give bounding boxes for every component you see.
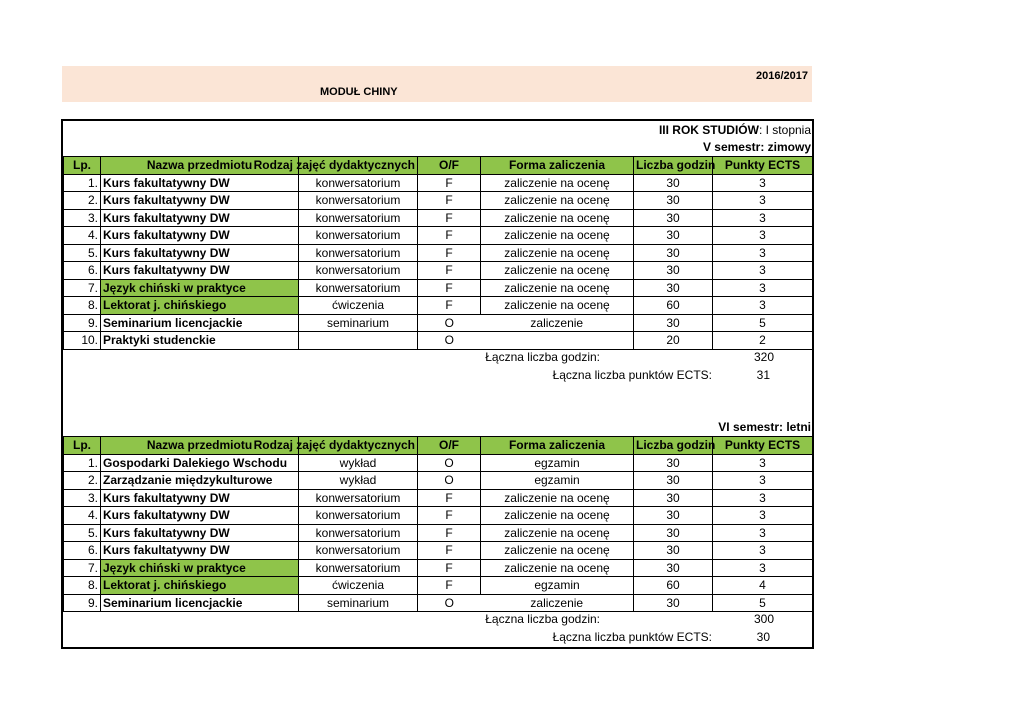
table-row [64, 472, 813, 490]
ects-cell: 4 [713, 577, 813, 595]
hours-cell: 30 [634, 524, 713, 542]
assessment-cell: zaliczenie na ocenę [481, 279, 634, 297]
semester2-table [63, 436, 813, 612]
lp-cell: 4. [64, 227, 101, 245]
ects-cell: 3 [713, 454, 813, 472]
of-cell: F [418, 174, 481, 192]
semester2-title: VI semestr: letni [718, 420, 811, 434]
class-type-header: Rodzaj zajęć dydaktycznych [299, 157, 418, 175]
of-cell: F [418, 507, 481, 525]
of-cell: O [418, 454, 481, 472]
class-type-cell: seminarium [299, 594, 418, 612]
hours-cell: 30 [634, 559, 713, 577]
class-type-cell: ćwiczenia [299, 577, 418, 595]
hours-cell: 30 [634, 489, 713, 507]
assessment-cell: zaliczenie na ocenę [481, 262, 634, 280]
hours-cell: 30 [634, 192, 713, 210]
ects-cell: 3 [713, 524, 813, 542]
subject-name-cell: Kurs fakultatywny DW [101, 209, 299, 227]
assessment-cell: zaliczenie na ocenę [481, 489, 634, 507]
lp-cell: 8. [64, 577, 101, 595]
table-row [64, 332, 813, 350]
semester2-total-hours-label: Łączna liczba godzin: [485, 612, 600, 626]
of-cell: F [418, 244, 481, 262]
hours-cell: 30 [634, 227, 713, 245]
lp-cell: 5. [64, 244, 101, 262]
academic-year: 2016/2017 [756, 70, 808, 82]
hours-cell: 30 [634, 472, 713, 490]
of-cell: F [418, 559, 481, 577]
assessment-cell: zaliczenie na ocenę [481, 174, 634, 192]
ects-cell: 3 [713, 174, 813, 192]
of-cell: O [418, 314, 481, 332]
subject-name-cell: Seminarium licencjackie [101, 314, 299, 332]
lp-cell: 10. [64, 332, 101, 350]
table-row [64, 454, 813, 472]
lp-cell: 1. [64, 454, 101, 472]
lp-cell: 3. [64, 209, 101, 227]
class-type-cell: konwersatorium [299, 262, 418, 280]
assessment-cell: zaliczenie na ocenę [481, 297, 634, 315]
table-row [64, 209, 813, 227]
table-row [64, 174, 813, 192]
subject-name-cell: Kurs fakultatywny DW [101, 174, 299, 192]
hours-cell: 30 [634, 454, 713, 472]
table-row [64, 279, 813, 297]
ects-cell: 3 [713, 209, 813, 227]
class-type-cell: konwersatorium [299, 489, 418, 507]
assessment-cell: egzamin [481, 472, 634, 490]
lp-cell: 6. [64, 542, 101, 560]
module-title: MODUŁ CHINY [320, 86, 398, 98]
assessment-cell: zaliczenie [481, 594, 634, 612]
ects-header: Punkty ECTS [713, 437, 813, 455]
ects-cell: 3 [713, 279, 813, 297]
class-type-cell: wykład [299, 472, 418, 490]
table-row [64, 559, 813, 577]
of-cell: F [418, 542, 481, 560]
lp-cell: 6. [64, 262, 101, 280]
hours-header: Liczba godzin [634, 157, 713, 175]
class-type-cell: konwersatorium [299, 174, 418, 192]
hours-cell: 60 [634, 577, 713, 595]
class-type-header: Rodzaj zajęć dydaktycznych [299, 437, 418, 455]
semester1-total-ects-label: Łączna liczba punktów ECTS: [552, 368, 712, 382]
assessment-cell: egzamin [481, 454, 634, 472]
of-cell: F [418, 279, 481, 297]
hours-cell: 60 [634, 297, 713, 315]
assessment-cell: zaliczenie na ocenę [481, 524, 634, 542]
lp-cell: 7. [64, 279, 101, 297]
hours-cell: 30 [634, 594, 713, 612]
assessment-cell: egzamin [481, 577, 634, 595]
of-header: O/F [418, 437, 481, 455]
semester1-total-ects: 31 [756, 368, 770, 382]
of-cell: F [418, 192, 481, 210]
class-type-cell: wykład [299, 454, 418, 472]
table-row [64, 227, 813, 245]
semester1-total-hours-label: Łączna liczba godzin: [485, 350, 600, 364]
subject-name-cell: Lektorat j. chińskiego [101, 577, 299, 595]
class-type-cell: konwersatorium [299, 209, 418, 227]
lp-cell: 4. [64, 507, 101, 525]
lp-cell: 9. [64, 594, 101, 612]
table-row [64, 542, 813, 560]
class-type-cell: konwersatorium [299, 279, 418, 297]
subject-name-cell: Kurs fakultatywny DW [101, 489, 299, 507]
assessment-cell: zaliczenie na ocenę [481, 559, 634, 577]
hours-cell: 30 [634, 507, 713, 525]
table-row [64, 244, 813, 262]
hours-cell: 30 [634, 542, 713, 560]
table-row [64, 507, 813, 525]
of-cell: O [418, 472, 481, 490]
hours-cell: 30 [634, 209, 713, 227]
assessment-cell: zaliczenie [481, 314, 634, 332]
assessment-cell [481, 332, 634, 350]
ects-cell: 3 [713, 489, 813, 507]
assessment-cell: zaliczenie na ocenę [481, 244, 634, 262]
year-info [659, 123, 811, 137]
subject-name-header: Nazwa przedmiotu [101, 437, 299, 455]
of-cell: F [418, 262, 481, 280]
lp-cell: 2. [64, 472, 101, 490]
semester1-total-hours: 320 [753, 350, 774, 364]
year-label: III ROK STUDIÓW [658, 123, 759, 137]
assessment-cell: zaliczenie na ocenę [481, 227, 634, 245]
lp-header: Lp. [64, 437, 101, 455]
subject-name-cell: Kurs fakultatywny DW [101, 227, 299, 245]
hours-cell: 30 [634, 314, 713, 332]
class-type-cell: seminarium [299, 314, 418, 332]
assessment-cell: zaliczenie na ocenę [481, 542, 634, 560]
semester1-title: V semestr: zimowy [702, 140, 811, 154]
lp-cell: 8. [64, 297, 101, 315]
subject-name-cell: Kurs fakultatywny DW [101, 542, 299, 560]
subject-name-cell: Kurs fakultatywny DW [101, 192, 299, 210]
semester2-total-ects-label: Łączna liczba punktów ECTS: [552, 630, 712, 644]
table-row [64, 489, 813, 507]
ects-cell: 5 [713, 594, 813, 612]
subject-name-cell: Kurs fakultatywny DW [101, 524, 299, 542]
class-type-cell: konwersatorium [299, 507, 418, 525]
ects-cell: 2 [713, 332, 813, 350]
ects-cell: 3 [713, 227, 813, 245]
of-cell: F [418, 489, 481, 507]
of-cell: F [418, 209, 481, 227]
of-cell: O [418, 594, 481, 612]
table-row [64, 297, 813, 315]
assessment-cell: zaliczenie na ocenę [481, 209, 634, 227]
subject-name-cell: Seminarium licencjackie [101, 594, 299, 612]
subject-name-cell: Kurs fakultatywny DW [101, 507, 299, 525]
hours-cell: 30 [634, 262, 713, 280]
ects-cell: 5 [713, 314, 813, 332]
subject-name-cell: Gospodarki Dalekiego Wschodu [101, 454, 299, 472]
table-row [64, 192, 813, 210]
table-row [64, 314, 813, 332]
of-cell: O [418, 332, 481, 350]
lp-cell: 9. [64, 314, 101, 332]
class-type-cell: konwersatorium [299, 559, 418, 577]
class-type-cell: konwersatorium [299, 244, 418, 262]
hours-cell: 30 [634, 244, 713, 262]
lp-cell: 5. [64, 524, 101, 542]
table-row [64, 577, 813, 595]
lp-cell: 7. [64, 559, 101, 577]
hours-cell: 20 [634, 332, 713, 350]
subject-name-cell: Praktyki studenckie [101, 332, 299, 350]
of-header: O/F [418, 157, 481, 175]
hours-cell: 30 [634, 279, 713, 297]
table-header-row [64, 437, 813, 455]
assessment-cell: zaliczenie na ocenę [481, 507, 634, 525]
ects-header: Punkty ECTS [713, 157, 813, 175]
subject-name-cell: Język chiński w praktyce [101, 279, 299, 297]
ects-cell: 3 [713, 559, 813, 577]
subject-name-cell: Język chiński w praktyce [101, 559, 299, 577]
ects-cell: 3 [713, 262, 813, 280]
of-cell: F [418, 577, 481, 595]
ects-cell: 3 [713, 244, 813, 262]
subject-name-cell: Kurs fakultatywny DW [101, 262, 299, 280]
table-row [64, 262, 813, 280]
class-type-cell: konwersatorium [299, 192, 418, 210]
degree-label: : I stopnia [758, 123, 811, 137]
ects-cell: 3 [713, 297, 813, 315]
ects-cell: 3 [713, 542, 813, 560]
class-type-cell: konwersatorium [299, 227, 418, 245]
semester1-table [63, 156, 813, 350]
lp-cell: 3. [64, 489, 101, 507]
lp-cell: 1. [64, 174, 101, 192]
hours-header: Liczba godzin [634, 437, 713, 455]
class-type-cell [299, 332, 418, 350]
class-type-cell: konwersatorium [299, 542, 418, 560]
of-cell: F [418, 227, 481, 245]
of-cell: F [418, 524, 481, 542]
subject-name-cell: Lektorat j. chińskiego [101, 297, 299, 315]
lp-cell: 2. [64, 192, 101, 210]
table-row [64, 524, 813, 542]
hours-cell: 30 [634, 174, 713, 192]
table-row [64, 594, 813, 612]
subject-name-cell: Kurs fakultatywny DW [101, 244, 299, 262]
assessment-cell: zaliczenie na ocenę [481, 192, 634, 210]
class-type-cell: konwersatorium [299, 524, 418, 542]
subject-name-cell: Zarządzanie międzykulturowe [101, 472, 299, 490]
table-header-row [64, 157, 813, 175]
of-cell: F [418, 297, 481, 315]
curriculum-sheet [61, 119, 814, 649]
ects-cell: 3 [713, 507, 813, 525]
semester2-total-hours: 300 [753, 612, 774, 626]
subject-name-header: Nazwa przedmiotu [101, 157, 299, 175]
assessment-header: Forma zaliczenia [481, 437, 634, 455]
ects-cell: 3 [713, 472, 813, 490]
assessment-header: Forma zaliczenia [481, 157, 634, 175]
lp-header: Lp. [64, 157, 101, 175]
class-type-cell: ćwiczenia [299, 297, 418, 315]
semester2-total-ects: 30 [756, 630, 770, 644]
header-banner [62, 66, 812, 102]
ects-cell: 3 [713, 192, 813, 210]
